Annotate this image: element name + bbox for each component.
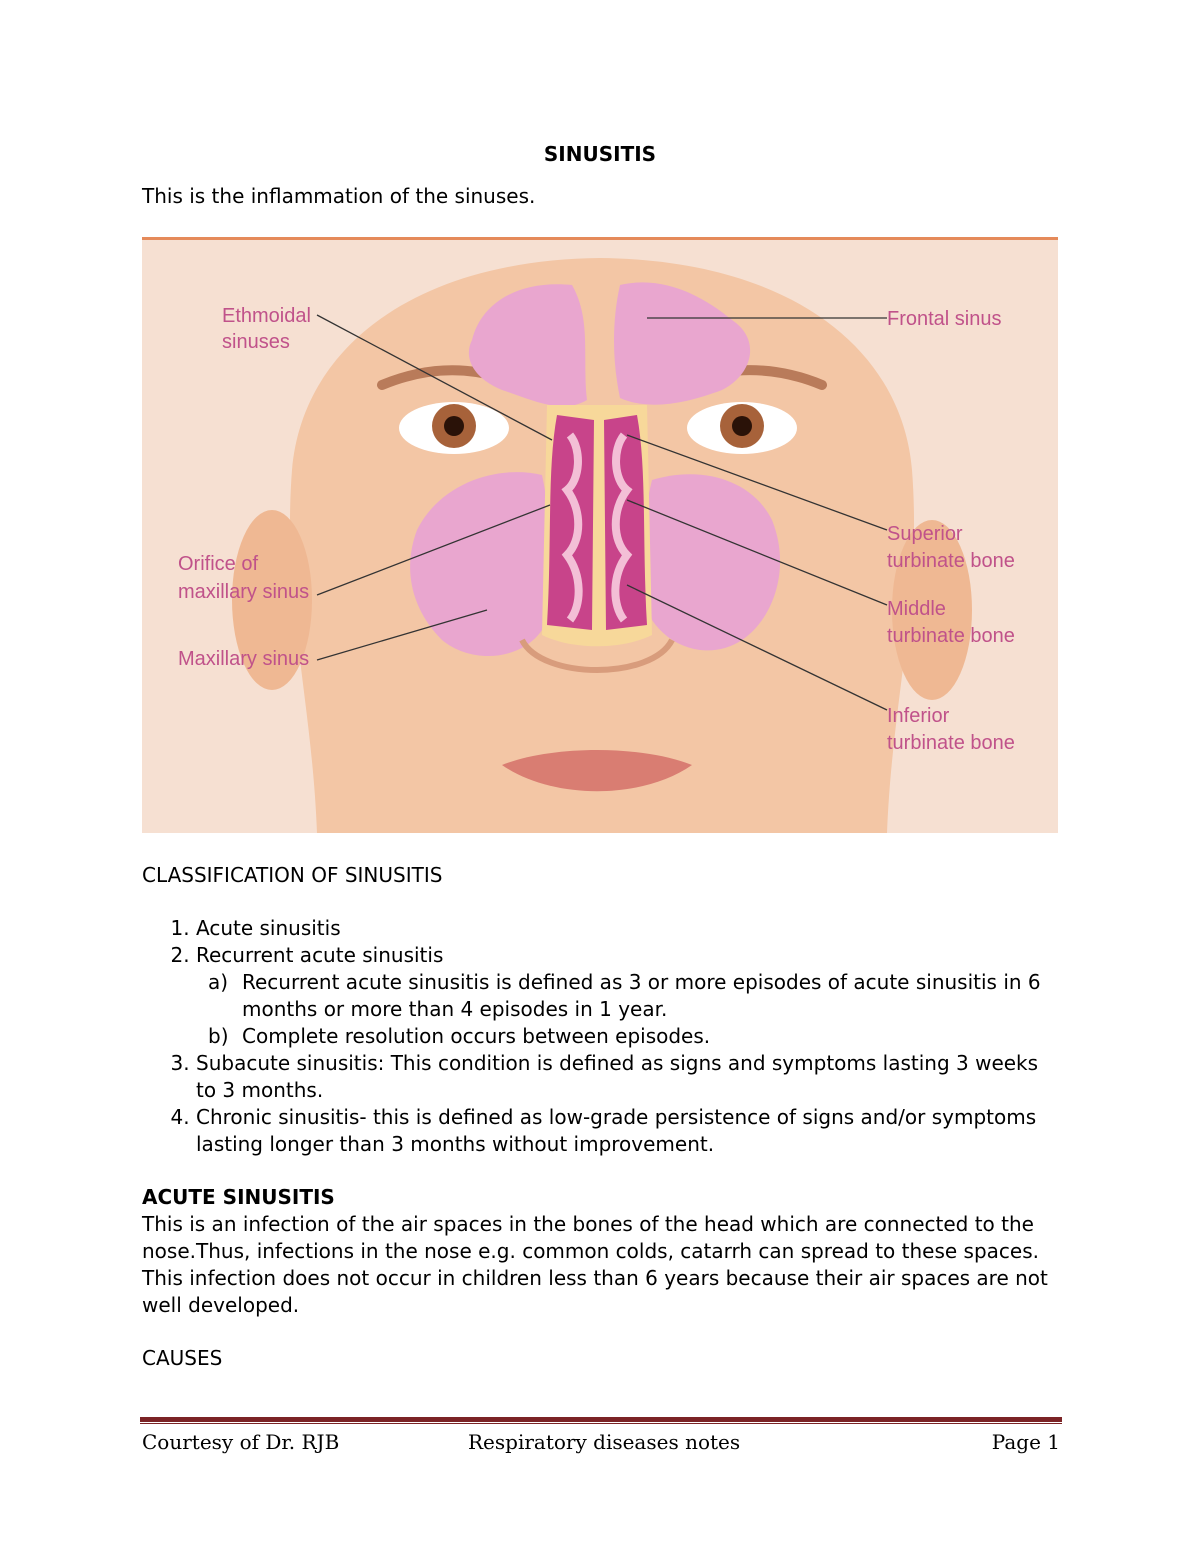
label-ethmoidal-line2: sinuses — [222, 331, 290, 353]
list-item — [196, 942, 1060, 1050]
sublist-item — [208, 969, 1060, 1023]
label-frontal: Frontal sinus — [887, 308, 1002, 330]
list-item-text: Acute sinusitis — [196, 916, 341, 940]
sinus-anatomy-figure — [142, 237, 1058, 833]
label-superior-line1: Superior — [887, 523, 963, 545]
footer-page-number: Page 1 — [991, 1430, 1060, 1454]
left-pupil — [444, 416, 464, 436]
label-ethmoidal-line1: Ethmoidal — [222, 305, 311, 327]
label-orifice-line2: maxillary sinus — [178, 581, 310, 603]
footer-rule-thin — [140, 1423, 1062, 1424]
classification-list — [142, 915, 1060, 1158]
right-pupil — [732, 416, 752, 436]
acute-sinusitis-heading: ACUTE SINUSITIS — [142, 1185, 335, 1209]
page-title: SINUSITIS — [543, 142, 657, 166]
intro-text: This is the inflammation of the sinuses. — [142, 184, 536, 208]
label-middle-line2: turbinate bone — [887, 625, 1015, 647]
label-inferior-line1: Inferior — [887, 705, 950, 727]
footer-rule — [140, 1417, 1062, 1422]
sinus-illustration — [142, 240, 1058, 833]
causes-heading: CAUSES — [142, 1346, 223, 1370]
label-maxillary: Maxillary sinus — [178, 648, 310, 670]
footer-title: Respiratory diseases notes — [468, 1430, 741, 1454]
sublist-item — [208, 1023, 1060, 1050]
classification-heading: CLASSIFICATION OF SINUSITIS — [142, 863, 443, 887]
label-orifice-line1: Orifice of — [178, 553, 259, 575]
list-item-text: Subacute sinusitis: This condition is defined as signs and symptoms lasting 3 weeks to 3 months. — [196, 1051, 1039, 1102]
sublist-item-text: Recurrent acute sinusitis is defined as 3 or more episodes of acute sinusitis in 6 months or more than 4 episodes in 1 year. — [242, 970, 1041, 1021]
page-footer — [142, 1430, 1060, 1460]
footer-courtesy: Courtesy of Dr. RJB — [142, 1430, 340, 1454]
nasal-passage-left — [547, 415, 594, 630]
list-item-text: Chronic sinusitis- this is defined as low-grade persistence of signs and/or symptoms lasting longer than 3 months without improvement. — [196, 1105, 1037, 1156]
label-inferior-line2: turbinate bone — [887, 732, 1015, 754]
label-superior-line2: turbinate bone — [887, 550, 1015, 572]
recurrent-sublist — [196, 969, 1060, 1050]
sublist-marker: b) — [208, 1024, 229, 1048]
sublist-item-text: Complete resolution occurs between episodes. — [242, 1024, 711, 1048]
nasal-passage-right — [604, 415, 647, 630]
list-item-text: Recurrent acute sinusitis — [196, 943, 444, 967]
acute-paragraph-1: This is an infection of the air spaces in the bones of the head which are connected to the nose.Thus, infections in the nose e.g. common colds, catarrh can spread to these spaces. — [142, 1212, 1039, 1263]
list-item — [196, 915, 1060, 942]
body-content — [142, 862, 1060, 1372]
sublist-marker: a) — [208, 970, 229, 994]
list-item — [196, 1050, 1060, 1104]
acute-paragraph-2: This infection does not occur in children less than 6 years because their air spaces are not well developed. — [142, 1266, 1048, 1317]
list-item — [196, 1104, 1060, 1158]
label-middle-line1: Middle — [887, 598, 946, 620]
